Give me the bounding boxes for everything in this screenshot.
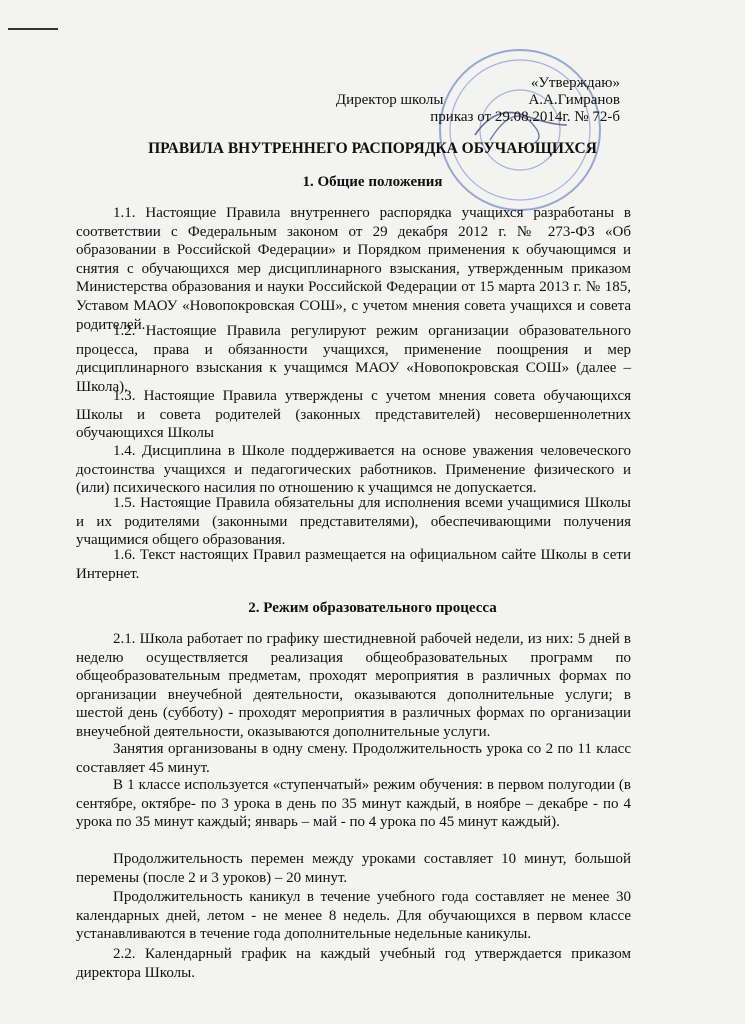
approval-block — [336, 75, 620, 126]
paragraph-holidays: Продолжительность каникул в течение учебного года составляет не менее 30 календарных дней, летом - не менее 8 недель. Для обучающихся в первом классе устанавливаются в течение года дополнительные недельные каникулы. — [76, 889, 631, 943]
paragraph-lessons: Занятия организованы в одну смену. Продолжительность урока со 2 по 11 класс составляет 45 минут. — [76, 741, 631, 776]
approval-header: «Утверждаю» — [530, 75, 620, 91]
paragraph-breaks: Продолжительность перемен между уроками составляет 10 минут, большой перемены (после 2 и 3 уроков) – 20 минут. — [76, 851, 631, 886]
director-name: А.А.Гимранов — [528, 92, 620, 108]
section-heading-process: 2. Режим образовательного процесса — [248, 600, 497, 616]
paragraph-1-6: 1.6. Текст настоящих Правил размещается на официальном сайте Школы в сети Интернет. — [76, 547, 631, 582]
paragraph-first-grade: В 1 классе используется «ступенчатый» режим обучения: в первом полугодии (в сентябре, октябре- по 3 урока в день по 35 минут каждый, в ноябре – декабре - по 4 урока по 35 минут каждый; январь – май - по 4 урока по 45 минут каждый). — [76, 777, 631, 831]
paragraph-2-1: 2.1. Школа работает по графику шестидневной рабочей недели, из них: 5 дней в неделю осуществляется реализация общеобразовательных программ по общеобразовательным предметам, проходят мероприятия в различных формах по организации внеучебной деятельности, оказываются дополнительные услуги; в шестой день (субботу) - проходят мероприятия в различных формах по организации внеучебной деятельности, оказываются дополнительные услуги. — [76, 631, 631, 740]
scan-edge-mark — [8, 28, 58, 30]
paragraph-1-3: 1.3. Настоящие Правила утверждены с учетом мнения совета обучающихся Школы и совета родителей (законных представителей) несовершеннолетних обучающихся Школы — [76, 388, 631, 442]
paragraph-2-2: 2.2. Календарный график на каждый учебный год утверждается приказом директора Школы. — [76, 946, 631, 981]
paragraph-1-5: 1.5. Настоящие Правила обязательны для исполнения всеми учащимися Школы и их родителями (законными представителями), обеспечивающими получения учащимися общего образования. — [76, 495, 631, 549]
director-line — [336, 92, 620, 109]
section-heading-general: 1. Общие положения — [302, 174, 443, 190]
director-title: Директор школы — [335, 92, 444, 108]
document-title: ПРАВИЛА ВНУТРЕННЕГО РАСПОРЯДКА ОБУЧАЮЩИХСЯ — [148, 140, 597, 157]
paragraph-1-4: 1.4. Дисциплина в Школе поддерживается на основе уважения человеческого достоинства учащихся и педагогических работников. Применение физического и (или) психического насилия по отношению к учащимся не допускается. — [76, 443, 631, 497]
paragraph-1-1: 1.1. Настоящие Правила внутреннего распорядка учащихся разработаны в соответствии с Федеральным законом от 29 декабря 2012 г. № 273-ФЗ «Об образовании в Российской Федерации» и Порядком применения к обучающимся и снятия с обучающихся мер дисциплинарного взыскания, утвержденным приказом Министерства образования и науки Российской Федерации от 15 марта 2013 г. № 185, Уставом МАОУ «Новопокровская СОШ», с учетом мнения совета учащихся и совета родителей. — [76, 205, 631, 333]
order-reference: приказ от 29.08.2014г. № 72-б — [430, 109, 620, 125]
paragraph-1-2: 1.2. Настоящие Правила регулируют режим организации образовательного процесса, права и обязанности учащихся, применение поощрения и мер дисциплинарного взыскания к учащимся МАОУ «Новопокровская СОШ» (далее – Школа). — [76, 323, 631, 395]
